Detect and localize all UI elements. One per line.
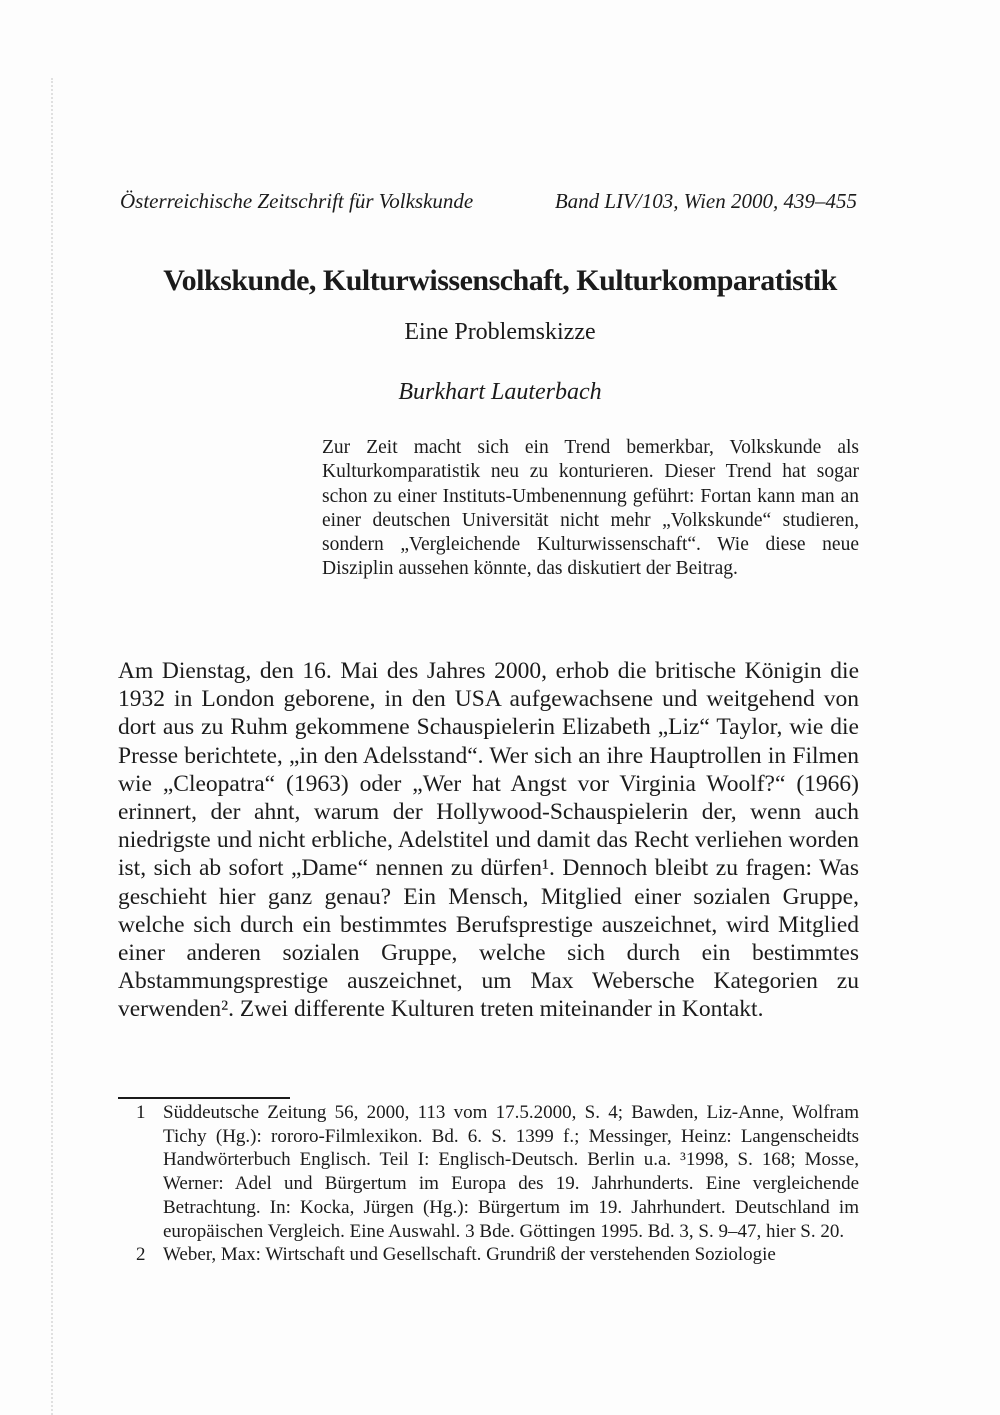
issue-info: Band LIV/103, Wien 2000, 439–455: [554, 189, 857, 213]
footnote-item-1: [118, 1101, 859, 1243]
article-title: Volkskunde, Kulturwissenschaft, Kulturkomparatistik: [163, 264, 837, 297]
footnote-item-2: [118, 1243, 859, 1267]
footnote-separator-rule: [118, 1097, 290, 1099]
abstract-paragraph: Zur Zeit macht sich ein Trend bemerkbar, Volkskunde als Kulturkomparatistik neu zu konturieren. Dieser Trend hat sogar schon zu einer Instituts-Umbenennung geführt: Fortan kann man an einer deutschen Universität nicht mehr „Volkskunde“ studieren, sondern „Vergleichende Kulturwissenschaft“. Wie diese neue Disziplin aussehen könnte, das diskutiert der Beitrag.: [322, 437, 859, 580]
footnote-number: 2: [136, 1244, 146, 1266]
footnote-text: Süddeutsche Zeitung 56, 2000, 113 vom 17.5.2000, S. 4; Bawden, Liz-Anne, Wolfram Tichy (Hg.): rororo-Filmlexikon. Bd. 6. S. 1399 f.; Messinger, Heinz: Langenscheidts Handwörterbuch Englisch. Teil I: Englisch-Deutsch. Berlin u.a. ³1998, S. 168; Mosse, Werner: Adel und Bürgertum im Europa des 19. Jahrhunderts. Eine vergleichende Betrachtung. In: Kocka, Jürgen (Hg.): Bürgertum im 19. Jahrhundert. Deutschland im europäischen Vergleich. Eine Auswahl. 3 Bde. Göttingen 1995. Bd. 3, S. 9–47, hier S. 20.: [163, 1102, 859, 1242]
running-head: [120, 188, 857, 214]
article-subtitle: Eine Problemskizze: [404, 319, 596, 345]
journal-name: Österreichische Zeitschrift für Volkskunde: [120, 189, 474, 213]
footnote-text: Weber, Max: Wirtschaft und Gesellschaft. Grundriß der verstehenden Soziologie: [163, 1244, 776, 1266]
author-name: Burkhart Lauterbach: [398, 379, 602, 405]
body-paragraph: Am Dienstag, den 16. Mai des Jahres 2000, erhob die britische Königin die 1932 in London geborene, in den USA aufgewachsene und weitgehend von dort aus zu Ruhm gekommene Schauspielerin Elizabeth „Liz“ Taylor, wie die Presse berichtete, „in den Adelsstand“. Wer sich an ihre Hauptrollen in Filmen wie „Cleopatra“ (1963) oder „Wer hat Angst vor Virginia Woolf?“ (1966) erinnert, der ahnt, warum der Hollywood-Schauspielerin der, wenn auch niedrigste und nicht erbliche, Adelstitel und damit das Recht verliehen worden ist, sich ab sofort „Dame“ nennen zu dürfen¹. Dennoch bleibt zu fragen: Was geschieht hier ganz genau? Ein Mensch, Mitglied einer sozialen Gruppe, welche sich durch ein bestimmtes Berufsprestige auszeichnet, wird Mitglied einer anderen sozialen Gruppe, welche sich durch ein bestimmtes Abstammungsprestige auszeichnet, um Max Webersche Kategorien zu verwenden². Zwei differente Kulturen treten miteinander in Kontakt.: [118, 658, 859, 1023]
footnote-number: 1: [136, 1102, 146, 1123]
footnote-list: [118, 1101, 859, 1267]
